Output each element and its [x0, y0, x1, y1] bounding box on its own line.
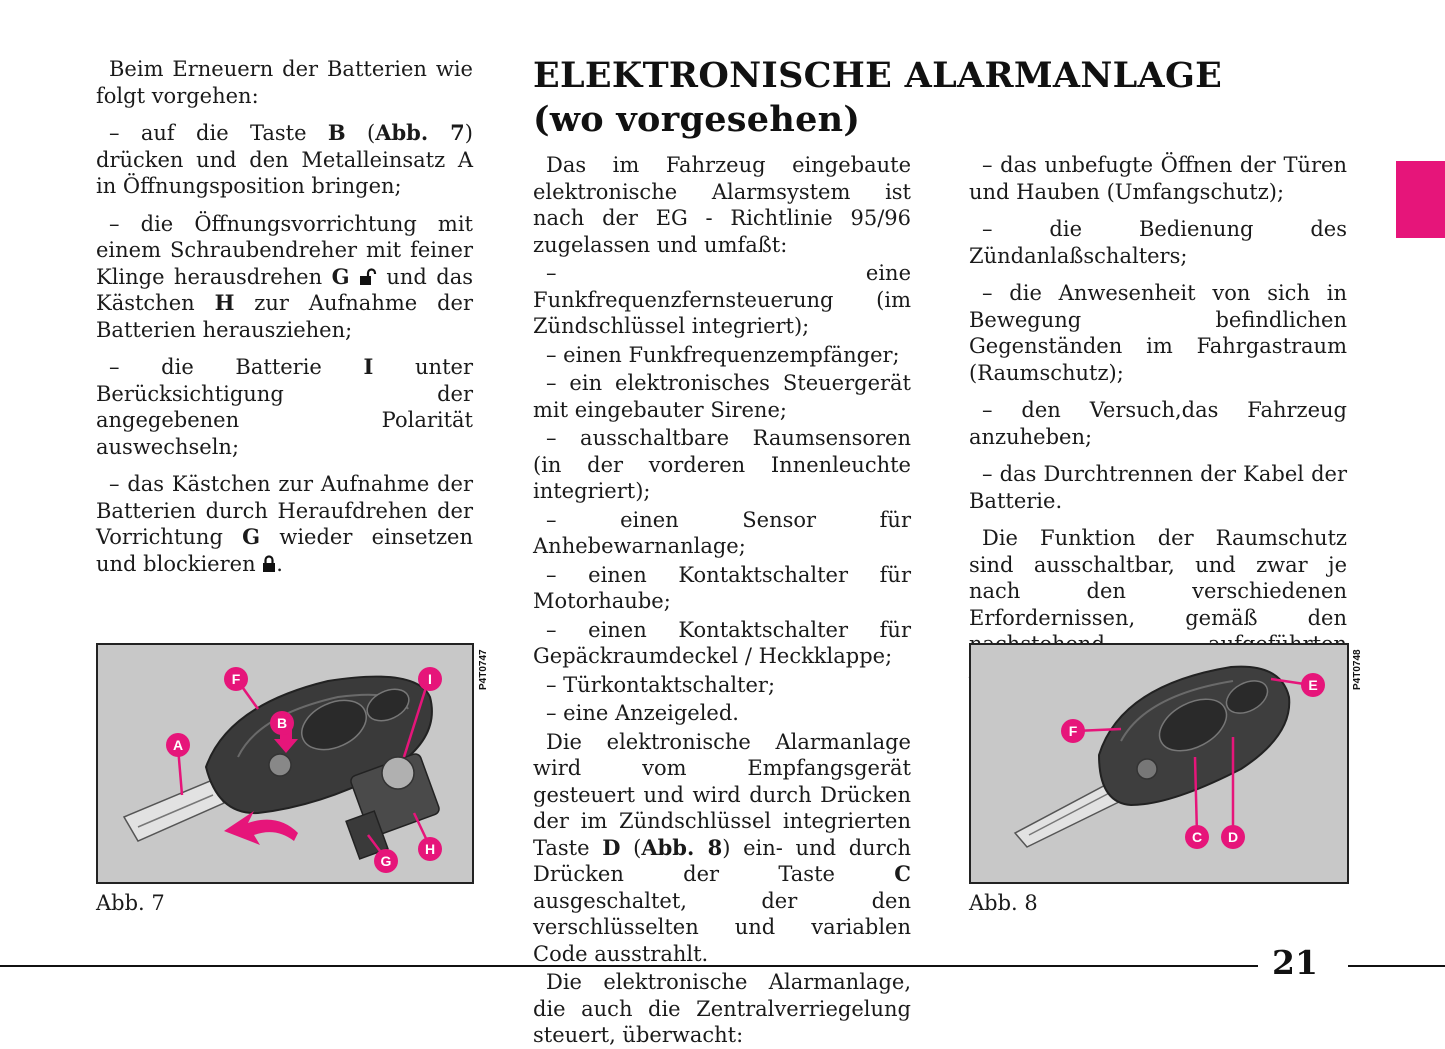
footer-rule-right — [1348, 965, 1445, 967]
middle-column — [533, 152, 911, 1049]
unlock-icon — [359, 268, 377, 286]
svg-text:H: H — [424, 841, 436, 857]
battery-step-2: – die Öffnungsvorrichtung mit einem Schraubendreher mit feiner Klinge herausdrehen G und das Kästchen H zur Aufnahme der Batterien herausziehen; — [96, 211, 473, 342]
svg-text:G: G — [380, 853, 392, 869]
figure-7-caption: Abb. 7 — [96, 891, 165, 915]
figure-7-key-battery — [96, 643, 474, 884]
battery-step-4: – das Kästchen zur Aufnahme der Batterien durch Heraufdrehen der Vorrichtung G wieder einsetzen und blockieren . — [96, 472, 473, 576]
battery-intro: Beim Erneuern der Batterien wie folgt vorgehen: — [96, 57, 473, 108]
battery-step-1: – auf die Taste B (Abb. 7) drücken und den Metalleinsatz A in Öffnungsposition bringen; — [96, 120, 473, 198]
list-item: – einen Kontaktschalter für Gepäckraumdeckel / Heckklappe; — [533, 617, 911, 668]
heading-line-2: (wo vorgesehen) — [533, 99, 861, 140]
figure-8-code: P4T0748 — [1352, 649, 1363, 690]
figure-8-caption: Abb. 8 — [969, 891, 1038, 915]
marker-I — [418, 667, 442, 691]
marker-A — [166, 733, 190, 757]
heading-line-1: ELEKTRONISCHE ALARMANLAGE — [533, 55, 1223, 96]
section-heading — [533, 54, 1222, 142]
svg-text:A: A — [172, 737, 184, 753]
lock-icon — [262, 555, 276, 573]
svg-text:F: F — [231, 671, 241, 687]
page-number: 21 — [1272, 943, 1318, 982]
footer-rule-left — [0, 965, 1258, 967]
list-item: – ausschaltbare Raumsensoren (in der vorderen Innenleuchte integriert); — [533, 426, 911, 503]
marker-H — [418, 837, 442, 861]
svg-text:I: I — [428, 671, 432, 687]
marker-G — [374, 849, 398, 873]
alarm-monitor-paragraph: Die elektronische Alarmanlage, die auch die Zentralverriegelung steuert, überwacht: — [533, 970, 911, 1047]
battery-step-3: – die Batterie I unter Berücksichtigung der angegebenen Polarität auswechseln; — [96, 354, 473, 459]
marker-D — [1221, 825, 1245, 849]
right-column — [969, 152, 1347, 684]
alarm-control-paragraph: Die elektronische Alarmanlage wird vom Empfangsgerät gesteuert und wird durch Drücken der im Zündschlüssel integrierten Taste D (Abb. 8) ein- und durch Drücken der Taste C ausgeschaltet, der den verschlüsselten und variablen Code ausstrahlt. — [533, 729, 911, 966]
list-item: – Türkontaktschalter; — [546, 672, 776, 697]
section-tab-marker — [1396, 161, 1445, 238]
list-item: – eine Funkfrequenzfernsteuerung (im Zündschlüssel integriert); — [533, 261, 911, 338]
list-item: – einen Sensor für Anhebewarnanlage; — [533, 507, 911, 558]
list-item: – die Bedienung des Zündanlaßschalters; — [969, 217, 1347, 268]
svg-text:E: E — [1308, 677, 1318, 693]
list-item: – den Versuch,das Fahrzeug anzuheben; — [969, 398, 1347, 449]
list-item: – das unbefugte Öffnen der Türen und Hauben (Umfangschutz); — [969, 153, 1347, 204]
svg-text:D: D — [1227, 829, 1239, 845]
alarm-intro: Das im Fahrzeug eingebaute elektronische Alarmsystem ist nach der EG - Richtlinie 95/96 zugelassen und umfaßt: — [533, 153, 911, 257]
figure-7-code: P4T0747 — [478, 649, 489, 690]
marker-F — [1061, 719, 1085, 743]
list-item: – ein elektronisches Steuergerät mit eingebauter Sirene; — [533, 371, 911, 422]
list-item: – eine Anzeigeled. — [546, 701, 739, 725]
figure-8-key-remote — [969, 643, 1349, 884]
list-item: – das Durchtrennen der Kabel der Batterie. — [969, 462, 1347, 513]
marker-F — [224, 667, 248, 691]
svg-text:F: F — [1068, 723, 1078, 739]
left-column — [96, 56, 473, 577]
list-item: – die Anwesenheit von sich in Bewegung befindlichen Gegenständen im Fahrgastraum (Raumschutz); — [969, 281, 1347, 385]
list-item: – einen Kontaktschalter für Motorhaube; — [533, 562, 911, 613]
interior-protection-paragraph: Die Funktion der Raumschutz sind ausschaltbar, und zwar je nach den verschiedenen Erfordernissen, gemäß den — [969, 526, 1347, 630]
key-illustration-open — [98, 645, 472, 882]
marker-E — [1301, 673, 1325, 697]
key-illustration-remote — [971, 645, 1347, 882]
marker-B — [270, 711, 294, 735]
marker-C — [1185, 825, 1209, 849]
svg-text:B: B — [276, 715, 288, 731]
svg-text:C: C — [1191, 829, 1203, 845]
list-item: – einen Funkfrequenzempfänger; — [546, 342, 900, 367]
